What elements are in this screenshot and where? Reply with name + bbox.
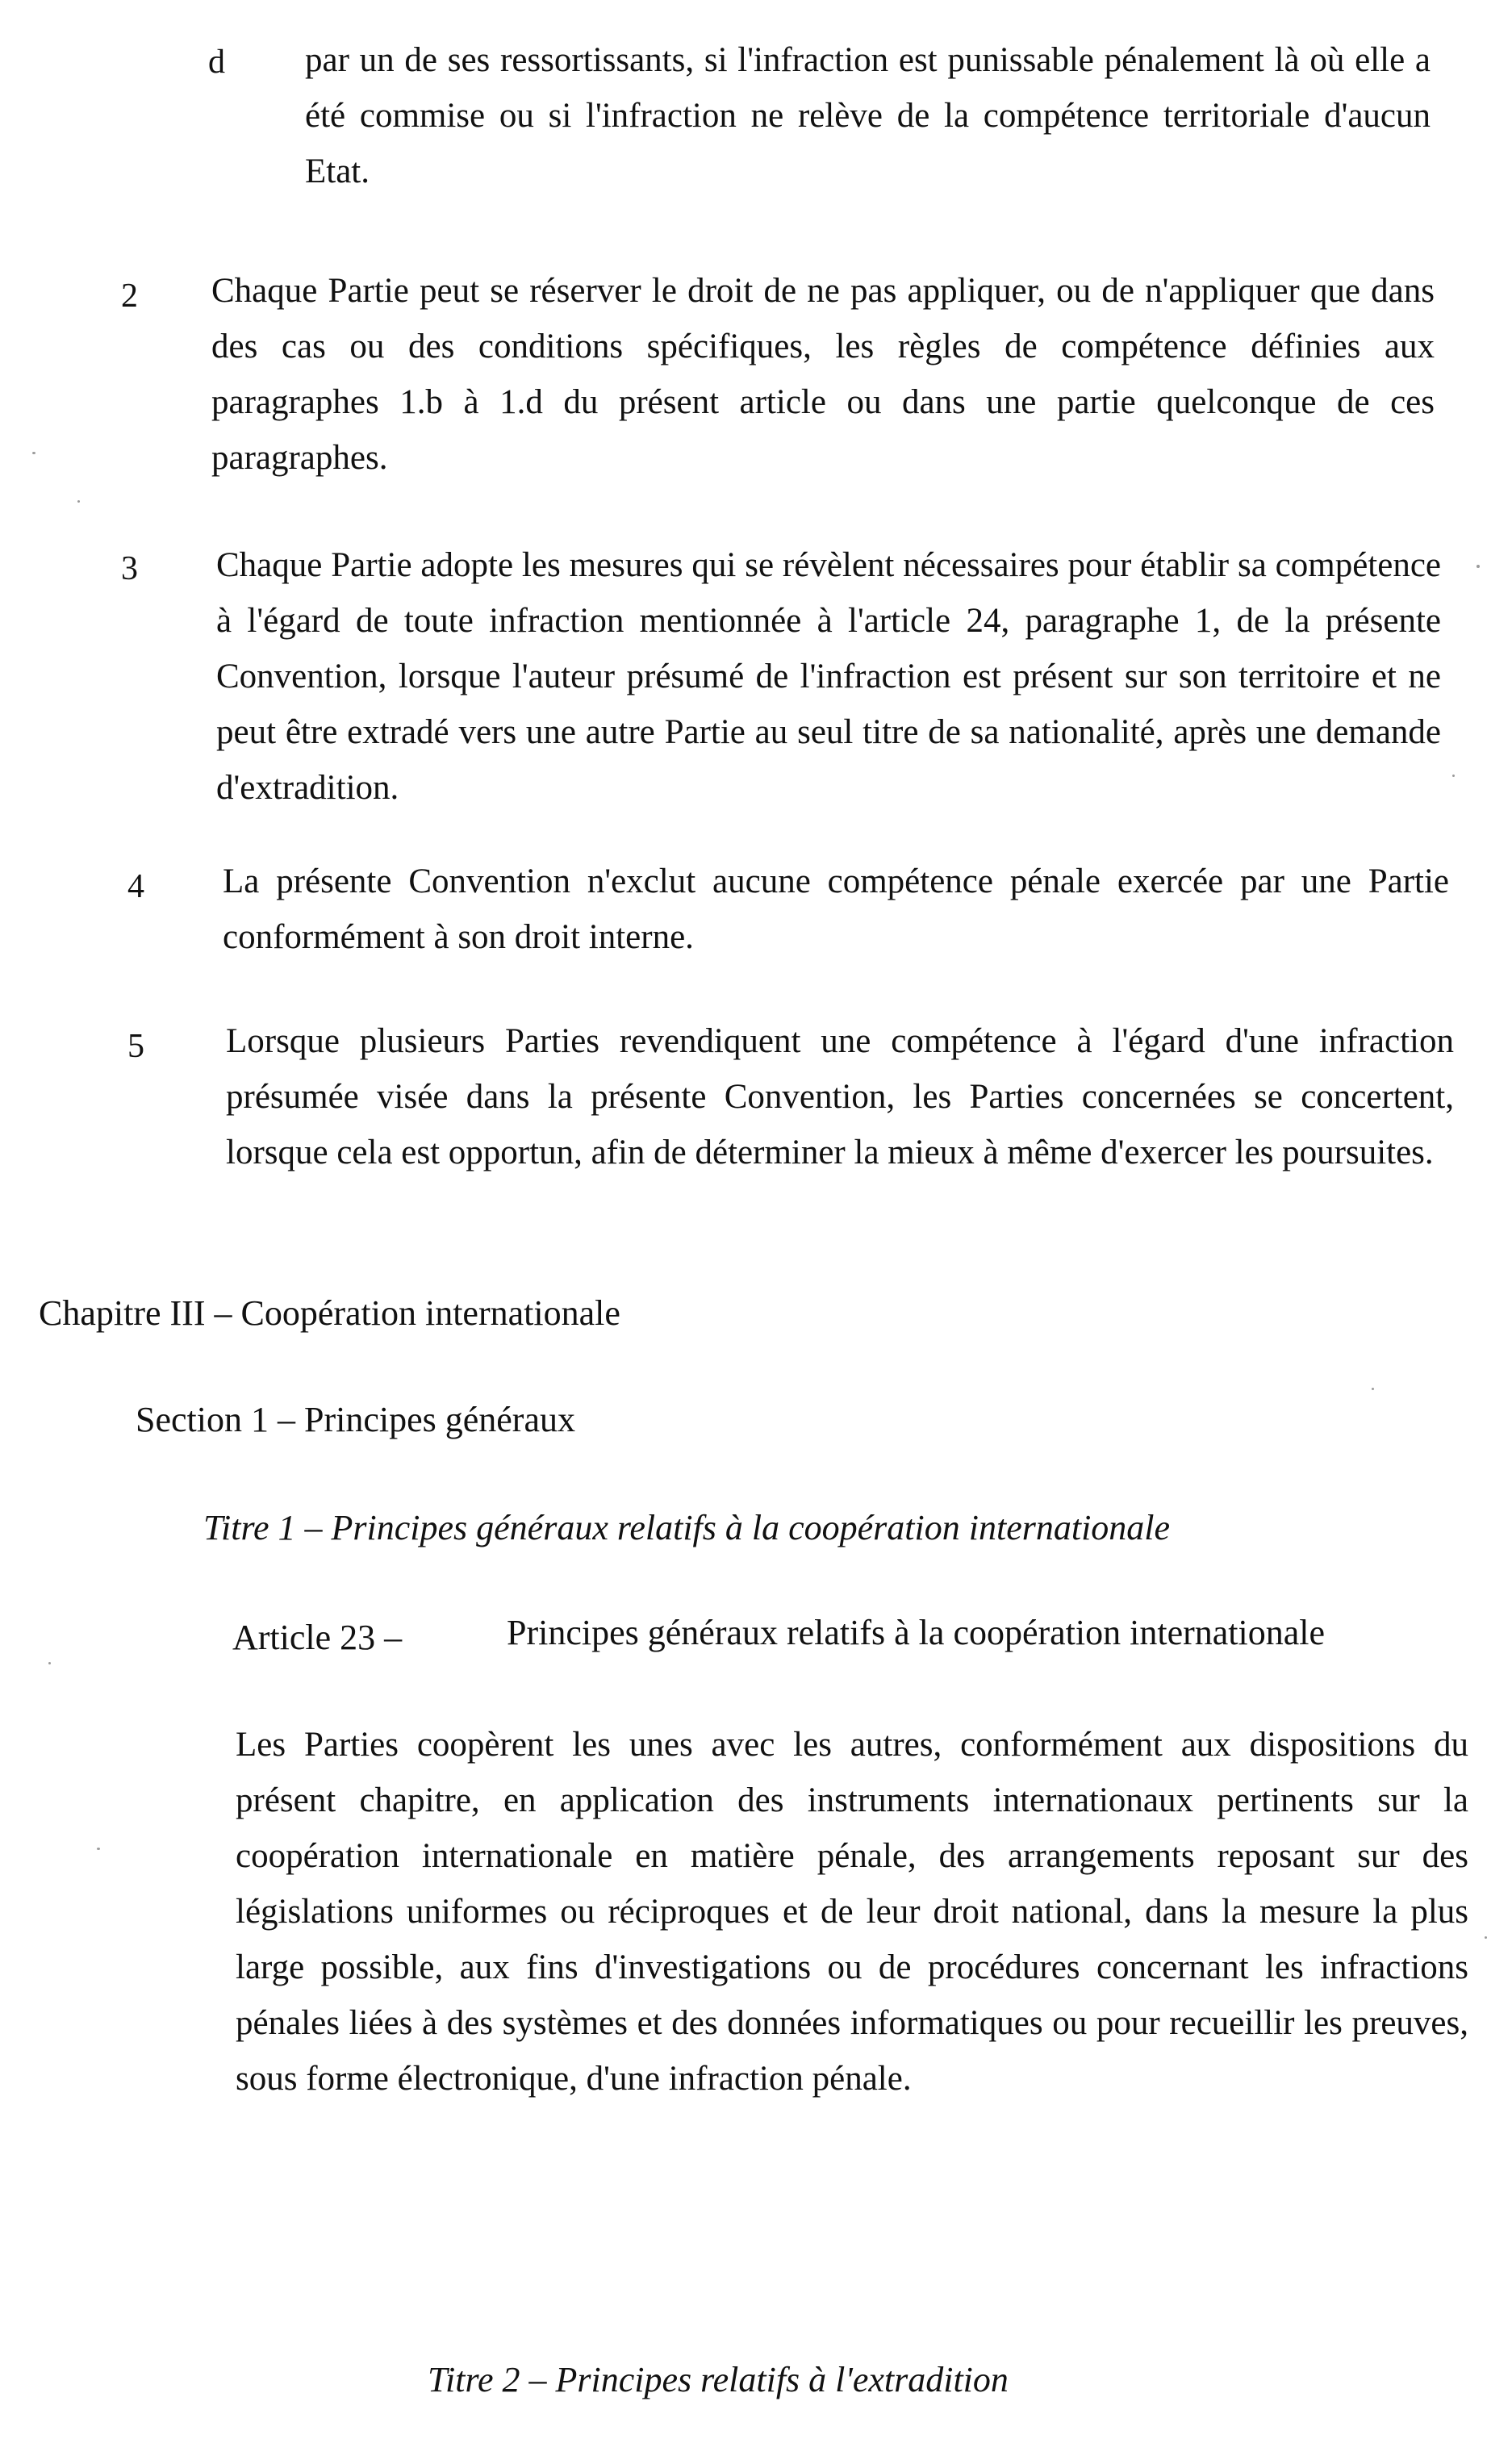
- title-1-heading: Titre 1 – Principes généraux relatifs à la coopération internationale: [203, 1508, 1171, 1547]
- article-heading: Principes généraux relatifs à la coopération internationale: [507, 1613, 1326, 1652]
- chapter-heading: Chapitre III – Coopération internationale: [39, 1293, 620, 1333]
- scan-noise: [1476, 565, 1480, 568]
- scan-noise: [48, 1662, 51, 1664]
- item-number-2: 2: [121, 278, 138, 315]
- section-heading: Section 1 – Principes généraux: [136, 1400, 575, 1439]
- item-text-2: Chaque Partie peut se réserver le droit de ne pas appliquer, ou de n'appliquer que dans des cas ou des conditions spécifiques, les règles de compétence définies aux paragraphes 1.b à 1.d du présent article ou dans une partie quelconque de ces paragraphes.: [211, 272, 1435, 477]
- scan-noise: [1372, 1388, 1374, 1390]
- item-text-4: La présente Convention n'exclut aucune compétence pénale exercée par une Partie conformément à son droit interne.: [223, 862, 1449, 956]
- scan-noise: [32, 452, 36, 454]
- article-text: Les Parties coopèrent les unes avec les autres, conformément aux dispositions du présent chapitre, en application des instruments internationaux pertinents sur la coopération internationale en matière pénale, des arrangements reposant sur des législations uniformes ou réciproques et de leur droit national, dans la mesure la plus large possible, aux fins d'investigations ou de procédures concernant les infractions pénales liées à des systèmes et des données informatiques ou pour recueillir les preuves, sous forme électronique, d'une infraction pénale.: [236, 1726, 1468, 2098]
- scan-noise: [1452, 775, 1455, 777]
- scan-noise: [1485, 1936, 1487, 1939]
- item-number-d: d: [208, 44, 225, 81]
- scan-noise: [77, 500, 80, 503]
- scan-noise: [97, 1848, 100, 1850]
- item-number-4: 4: [127, 868, 144, 905]
- item-text-d: par un de ses ressortissants, si l'infraction est punissable pénalement là où elle a été commise ou si l'infraction ne relève de la compétence territoriale d'aucun Etat.: [305, 41, 1431, 190]
- item-text-3: Chaque Partie adopte les mesures qui se révèlent nécessaires pour établir sa compétence à l'égard de toute infraction mentionnée à l'article 24, paragraphe 1, de la présente Convention, lorsque l'auteur présumé de l'infraction est présent sur son territoire et ne peut être extradé vers une autre Partie au seul titre de sa nationalité, après une demande d'extradition.: [216, 546, 1441, 807]
- item-number-3: 3: [121, 550, 138, 587]
- item-text-5: Lorsque plusieurs Parties revendiquent une compétence à l'égard d'une infraction présumée visée dans la présente Convention, les Parties concernées se concertent, lorsque cela est opportun, afin de déterminer la mieux à même d'exercer les poursuites.: [226, 1022, 1454, 1171]
- item-number-5: 5: [127, 1028, 144, 1065]
- title-2-heading: Titre 2 – Principes relatifs à l'extradition: [428, 2360, 1009, 2399]
- article-label: Article 23 –: [232, 1618, 403, 1657]
